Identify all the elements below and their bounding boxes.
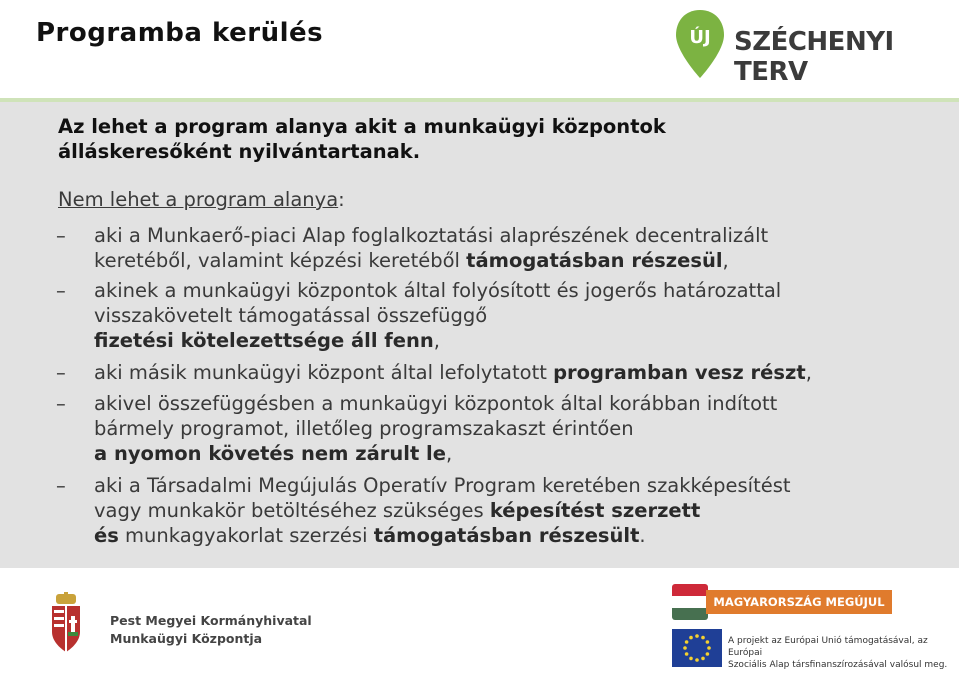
eu-note-line: Szociális Alap társfinanszírozásával valósul meg. [728,660,948,670]
logo-text: SZÉCHENYI TERV [734,27,894,87]
eu-note-line: A projekt az Európai Unió támogatásával, az Európai [728,636,928,658]
emphasis: és [94,524,119,547]
emphasis: képesítést szerzett [489,499,701,522]
map-pin-icon [672,8,728,80]
office-line: Pest Megyei Kormányhivatal [110,613,312,628]
exclusion-heading [58,188,345,211]
list-item-text [94,360,874,385]
text: keretéből, valamint képzési keretéből [94,249,467,272]
line: aki a Társadalmi Megújulás Operatív Program keretében szakképesítést [94,474,791,497]
eu-funding-note [728,635,948,671]
dash-bullet: – [56,361,66,384]
line [94,523,874,548]
office-line: Munkaügyi Központja [110,631,263,646]
exclusion-heading-text: Nem lehet a program alanya [58,188,339,211]
dash-bullet: – [56,392,66,415]
line: akivel összefüggésben a munkaügyi központok által korábban indított [94,392,778,415]
line [94,441,874,466]
office-name [110,612,312,648]
line [94,498,874,523]
text: . [639,524,646,547]
text: vagy munkakör betöltéséhez szükséges [94,499,490,522]
header [0,0,959,98]
footer [0,568,959,679]
text: munkagyakorlat szerzési [118,524,374,547]
list-item-text [94,473,874,548]
line: aki a Munkaerő-piaci Alap foglalkoztatási alaprészének decentralizált [94,224,769,247]
emphasis: a nyomon követés nem zárult le [94,442,446,465]
text: aki másik munkaügyi központ által lefolytatott [94,361,554,384]
emphasis: programban vesz részt [553,361,806,384]
magyarorszag-megujul-badge [672,584,892,620]
intro-line: álláskeresőként nyilvántartanak. [58,140,421,163]
text: , [722,249,729,272]
badge-text: MAGYARORSZÁG MEGÚJUL [706,590,892,614]
emphasis: támogatásban részesül [466,249,723,272]
line [94,248,874,273]
line: akinek a munkaügyi központok által folyósított és jogerős határozattal [94,279,782,302]
dash-bullet: – [56,474,66,497]
line: visszakövetelt támogatással összefüggő [94,304,488,327]
list-item-text [94,223,874,273]
content-panel [0,102,959,568]
colon: : [338,188,345,211]
coat-of-arms-icon [48,592,84,654]
page-title: Programba kerülés [36,18,324,48]
line [94,328,874,353]
dash-bullet: – [56,279,66,302]
szechenyi-terv-logo [672,8,922,88]
line: bármely programot, illetőleg programszakaszt érintően [94,417,634,440]
text: , [445,442,453,465]
text: , [805,361,812,384]
intro-line: Az lehet a program alanya akit a munkaügyi központok [58,115,666,138]
dash-bullet: – [56,224,66,247]
hungarian-flag-icon [672,584,708,620]
eu-flag-icon [672,629,722,667]
text: , [433,329,440,352]
emphasis: támogatásban részesült [373,524,640,547]
list-item-text [94,391,874,466]
logo-pin-text: ÚJ [689,27,711,48]
emphasis: fizetési kötelezettsége áll fenn [94,329,434,352]
list-item-text [94,278,874,353]
line [94,360,874,385]
intro-text [58,114,778,164]
